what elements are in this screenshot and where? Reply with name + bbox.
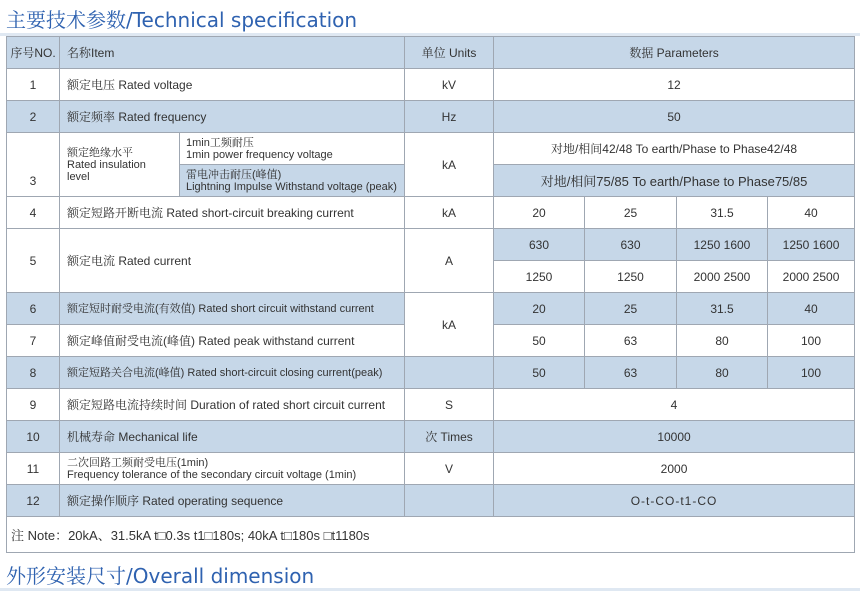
table-row xyxy=(7,485,855,517)
table-row xyxy=(7,101,855,133)
note-row xyxy=(7,517,855,553)
row-value: 2000 xyxy=(494,453,855,485)
row-unit-empty xyxy=(405,357,494,389)
section-title-overall: 外形安装尺寸/Overall dimension xyxy=(6,564,315,588)
value-cell: 63 xyxy=(585,325,677,357)
sub1-cn: 1min工频耐压 xyxy=(186,136,254,149)
row-item: 额定短时耐受电流(有效值) Rated short circuit withstand current xyxy=(60,293,405,325)
row-unit-empty xyxy=(405,485,494,517)
header-item: 名称Item xyxy=(60,37,405,69)
header-params: 数据 Parameters xyxy=(494,37,855,69)
row-no: 9 xyxy=(7,389,60,421)
power-frequency-voltage-label xyxy=(180,133,405,165)
row-item: 额定操作顺序 Rated operating sequence xyxy=(60,485,405,517)
row-no: 2 xyxy=(7,101,60,133)
row-unit: kA xyxy=(405,293,494,357)
row-item: 额定峰值耐受电流(峰值) Rated peak withstand current xyxy=(60,325,405,357)
power-frequency-value: 对地/相间42/48 To earth/Phase to Phase42/48 xyxy=(494,133,855,165)
row-item: 额定短路关合电流(峰值) Rated short-circuit closing current(peak) xyxy=(60,357,405,389)
row-unit: kA xyxy=(405,133,494,197)
lightning-impulse-value: 对地/相间75/85 To earth/Phase to Phase75/85 xyxy=(494,165,855,197)
sub1-en: 1min power frequency voltage xyxy=(186,148,333,161)
value-cell: 1250 xyxy=(585,261,677,293)
sub2-cn: 雷电冲击耐压(峰值) xyxy=(186,168,282,181)
row-item xyxy=(60,453,405,485)
row-unit: V xyxy=(405,453,494,485)
table-row xyxy=(7,197,855,229)
value-cell: 1250 1600 xyxy=(768,229,855,261)
value-cell: 80 xyxy=(677,325,768,357)
row-no: 5 xyxy=(7,229,60,293)
insulation-label-cn: 额定绝缘水平 xyxy=(67,146,133,159)
table-row xyxy=(7,229,855,261)
row-no: 12 xyxy=(7,485,60,517)
row-unit: S xyxy=(405,389,494,421)
row-item: 机械寿命 Mechanical life xyxy=(60,421,405,453)
lightning-impulse-label xyxy=(180,165,405,197)
value-cell: 63 xyxy=(585,357,677,389)
row-unit: Hz xyxy=(405,101,494,133)
row-unit: kV xyxy=(405,69,494,101)
value-cell: 630 xyxy=(494,229,585,261)
value-cell: 2000 2500 xyxy=(768,261,855,293)
insulation-label-en2: level xyxy=(67,170,90,183)
table-row xyxy=(7,453,855,485)
value-cell: 20 xyxy=(494,197,585,229)
value-cell: 2000 2500 xyxy=(677,261,768,293)
insulation-level-label xyxy=(60,133,180,197)
value-cell: 1250 xyxy=(494,261,585,293)
row-no: 3 xyxy=(7,133,60,197)
value-cell: 100 xyxy=(768,325,855,357)
value-cell: 25 xyxy=(585,197,677,229)
table-row xyxy=(7,357,855,389)
table-row xyxy=(7,293,855,325)
value-cell: 31.5 xyxy=(677,197,768,229)
insulation-label-en1: Rated insulation xyxy=(67,158,146,171)
value-cell: 40 xyxy=(768,293,855,325)
value-cell: 100 xyxy=(768,357,855,389)
row-unit: A xyxy=(405,229,494,293)
value-cell: 31.5 xyxy=(677,293,768,325)
value-cell: 630 xyxy=(585,229,677,261)
row-no: 11 xyxy=(7,453,60,485)
section-title-technical: 主要技术参数/Technical specification xyxy=(6,8,358,32)
row-item: 额定短路开断电流 Rated short-circuit breaking current xyxy=(60,197,405,229)
table-row xyxy=(7,389,855,421)
row-no: 7 xyxy=(7,325,60,357)
row-unit: kA xyxy=(405,197,494,229)
table-note: 注 Note：20kA、31.5kA t□0.3s t1□180s; 40kA t□180s □t1180s xyxy=(7,517,855,553)
row-value: 4 xyxy=(494,389,855,421)
row-value: 50 xyxy=(494,101,855,133)
table-header-row xyxy=(7,37,855,69)
row-unit: 次 Times xyxy=(405,421,494,453)
row-value: 10000 xyxy=(494,421,855,453)
row-item: 额定短路电流持续时间 Duration of rated short circuit current xyxy=(60,389,405,421)
row-item: 额定频率 Rated frequency xyxy=(60,101,405,133)
row-no: 4 xyxy=(7,197,60,229)
table-row xyxy=(7,133,855,165)
row-item: 额定电流 Rated current xyxy=(60,229,405,293)
row-no: 8 xyxy=(7,357,60,389)
row-value: O-t-CO-t1-CO xyxy=(494,485,855,517)
value-cell: 50 xyxy=(494,357,585,389)
row-value: 12 xyxy=(494,69,855,101)
table-row xyxy=(7,69,855,101)
row-no: 1 xyxy=(7,69,60,101)
header-unit: 单位 Units xyxy=(405,37,494,69)
row-no: 10 xyxy=(7,421,60,453)
sub2-en: Lightning Impulse Withstand voltage (peak) xyxy=(186,180,397,193)
row-no: 6 xyxy=(7,293,60,325)
value-cell: 80 xyxy=(677,357,768,389)
value-cell: 25 xyxy=(585,293,677,325)
value-cell: 20 xyxy=(494,293,585,325)
table-row xyxy=(7,421,855,453)
value-cell: 1250 1600 xyxy=(677,229,768,261)
spec-table xyxy=(6,36,855,553)
header-no: 序号NO. xyxy=(7,37,60,69)
value-cell: 40 xyxy=(768,197,855,229)
row-item-cn: 二次回路工频耐受电压(1min) xyxy=(67,456,209,469)
value-cell: 50 xyxy=(494,325,585,357)
row-item-en: Frequency tolerance of the secondary circuit voltage (1min) xyxy=(67,468,357,481)
row-item: 额定电压 Rated voltage xyxy=(60,69,405,101)
